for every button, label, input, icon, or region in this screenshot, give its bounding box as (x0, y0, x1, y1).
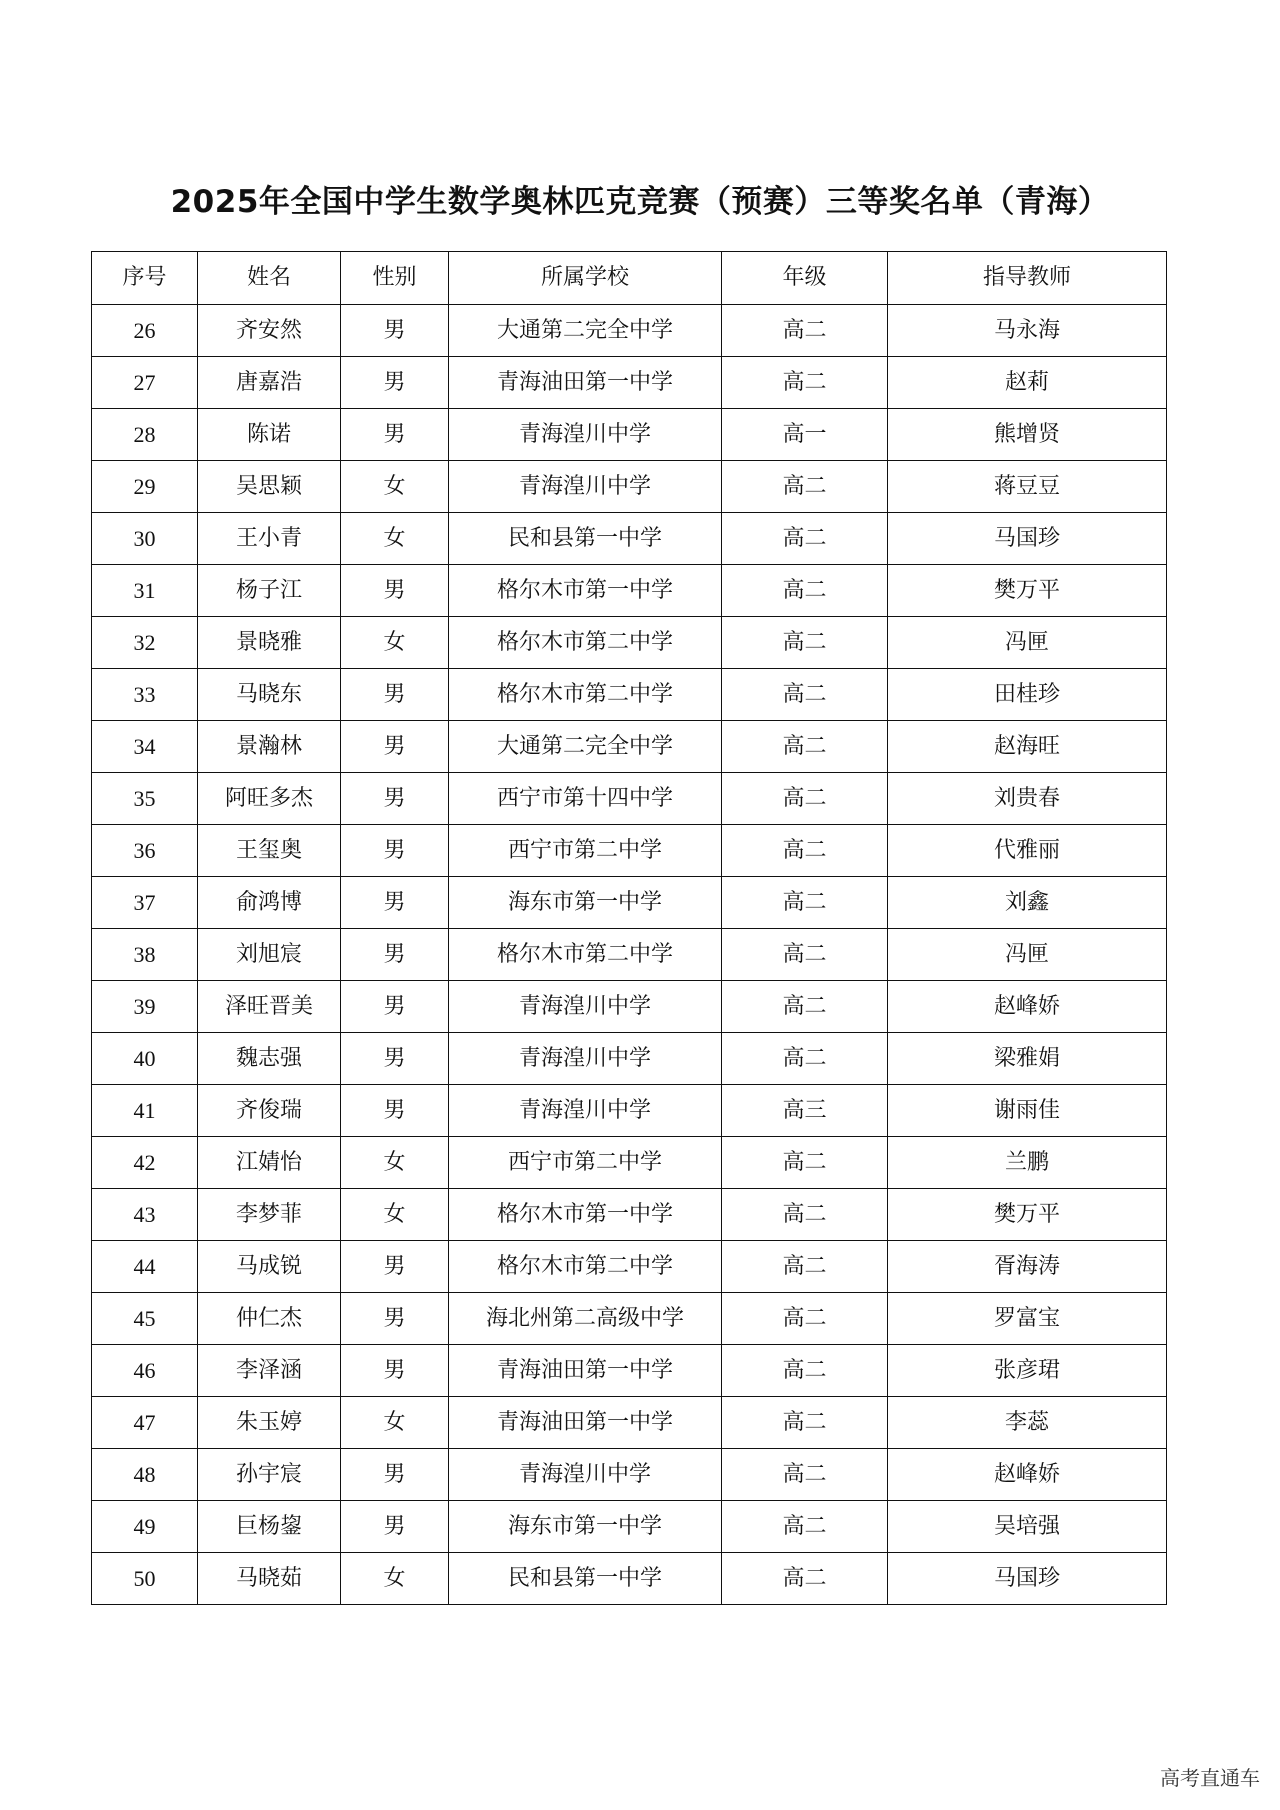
cell-gender: 男 (341, 825, 449, 877)
table-row (92, 877, 1167, 929)
cell-serial-number: 35 (92, 773, 198, 825)
cell-teacher: 罗富宝 (888, 1293, 1167, 1345)
cell-grade: 高二 (722, 461, 888, 513)
cell-grade: 高二 (722, 721, 888, 773)
cell-school: 大通第二完全中学 (449, 305, 722, 357)
cell-school: 青海湟川中学 (449, 1085, 722, 1137)
table-row (92, 1137, 1167, 1189)
cell-gender: 男 (341, 1501, 449, 1553)
watermark-text: 高考直通车 (1160, 1766, 1260, 1790)
cell-school: 青海湟川中学 (449, 461, 722, 513)
cell-school: 青海油田第一中学 (449, 357, 722, 409)
page-title: 2025年全国中学生数学奥林匹克竞赛（预赛）三等奖名单（青海） (170, 184, 1110, 220)
cell-gender: 男 (341, 1241, 449, 1293)
cell-grade: 高三 (722, 1085, 888, 1137)
cell-teacher: 刘鑫 (888, 877, 1167, 929)
table-row (92, 1553, 1167, 1605)
table-row (92, 669, 1167, 721)
cell-grade: 高二 (722, 1033, 888, 1085)
table-row (92, 305, 1167, 357)
cell-teacher: 马国珍 (888, 1553, 1167, 1605)
cell-gender: 男 (341, 1033, 449, 1085)
cell-name: 吴思颖 (198, 461, 341, 513)
cell-gender: 女 (341, 1397, 449, 1449)
table-row (92, 981, 1167, 1033)
cell-grade: 高二 (722, 617, 888, 669)
cell-serial-number: 47 (92, 1397, 198, 1449)
table-row (92, 1293, 1167, 1345)
cell-serial-number: 46 (92, 1345, 198, 1397)
header-gender: 性别 (341, 252, 449, 305)
cell-school: 大通第二完全中学 (449, 721, 722, 773)
cell-school: 海东市第一中学 (449, 877, 722, 929)
header-serial-number: 序号 (92, 252, 198, 305)
cell-name: 马晓东 (198, 669, 341, 721)
cell-serial-number: 41 (92, 1085, 198, 1137)
cell-serial-number: 31 (92, 565, 198, 617)
cell-gender: 男 (341, 981, 449, 1033)
cell-school: 西宁市第二中学 (449, 825, 722, 877)
cell-name: 李泽涵 (198, 1345, 341, 1397)
cell-teacher: 冯匣 (888, 617, 1167, 669)
cell-gender: 男 (341, 357, 449, 409)
cell-serial-number: 27 (92, 357, 198, 409)
cell-gender: 男 (341, 721, 449, 773)
cell-grade: 高二 (722, 669, 888, 721)
cell-teacher: 赵海旺 (888, 721, 1167, 773)
cell-gender: 男 (341, 1345, 449, 1397)
table-row (92, 357, 1167, 409)
cell-serial-number: 33 (92, 669, 198, 721)
table-row (92, 1345, 1167, 1397)
cell-grade: 高二 (722, 1345, 888, 1397)
cell-serial-number: 26 (92, 305, 198, 357)
cell-gender: 女 (341, 617, 449, 669)
cell-teacher: 刘贵春 (888, 773, 1167, 825)
cell-serial-number: 29 (92, 461, 198, 513)
cell-teacher: 谢雨佳 (888, 1085, 1167, 1137)
cell-grade: 高二 (722, 981, 888, 1033)
cell-name: 朱玉婷 (198, 1397, 341, 1449)
cell-teacher: 熊增贤 (888, 409, 1167, 461)
cell-teacher: 马永海 (888, 305, 1167, 357)
table-row (92, 825, 1167, 877)
cell-teacher: 赵莉 (888, 357, 1167, 409)
cell-teacher: 赵峰娇 (888, 981, 1167, 1033)
cell-serial-number: 30 (92, 513, 198, 565)
cell-teacher: 胥海涛 (888, 1241, 1167, 1293)
table-row (92, 513, 1167, 565)
table-row (92, 1501, 1167, 1553)
cell-teacher: 田桂珍 (888, 669, 1167, 721)
cell-school: 青海湟川中学 (449, 981, 722, 1033)
cell-serial-number: 32 (92, 617, 198, 669)
table-row (92, 1189, 1167, 1241)
cell-serial-number: 44 (92, 1241, 198, 1293)
cell-grade: 高二 (722, 1553, 888, 1605)
cell-grade: 高二 (722, 1397, 888, 1449)
cell-grade: 高二 (722, 1293, 888, 1345)
cell-gender: 男 (341, 669, 449, 721)
cell-name: 杨子江 (198, 565, 341, 617)
cell-gender: 男 (341, 929, 449, 981)
cell-serial-number: 38 (92, 929, 198, 981)
cell-grade: 高二 (722, 825, 888, 877)
cell-teacher: 蒋豆豆 (888, 461, 1167, 513)
cell-gender: 男 (341, 877, 449, 929)
cell-name: 齐安然 (198, 305, 341, 357)
cell-teacher: 赵峰娇 (888, 1449, 1167, 1501)
cell-school: 格尔木市第一中学 (449, 1189, 722, 1241)
cell-grade: 高一 (722, 409, 888, 461)
cell-school: 青海湟川中学 (449, 1449, 722, 1501)
cell-teacher: 吴培强 (888, 1501, 1167, 1553)
cell-school: 海北州第二高级中学 (449, 1293, 722, 1345)
cell-school: 青海油田第一中学 (449, 1345, 722, 1397)
cell-teacher: 李蕊 (888, 1397, 1167, 1449)
cell-grade: 高二 (722, 877, 888, 929)
cell-school: 青海湟川中学 (449, 1033, 722, 1085)
cell-teacher: 马国珍 (888, 513, 1167, 565)
cell-serial-number: 34 (92, 721, 198, 773)
table-row (92, 461, 1167, 513)
table-row (92, 721, 1167, 773)
cell-grade: 高二 (722, 1189, 888, 1241)
header-name: 姓名 (198, 252, 341, 305)
cell-teacher: 梁雅娟 (888, 1033, 1167, 1085)
cell-school: 格尔木市第一中学 (449, 565, 722, 617)
cell-school: 西宁市第十四中学 (449, 773, 722, 825)
cell-grade: 高二 (722, 1241, 888, 1293)
cell-serial-number: 48 (92, 1449, 198, 1501)
table-row (92, 929, 1167, 981)
cell-teacher: 代雅丽 (888, 825, 1167, 877)
cell-grade: 高二 (722, 1501, 888, 1553)
cell-teacher: 樊万平 (888, 1189, 1167, 1241)
cell-school: 格尔木市第二中学 (449, 1241, 722, 1293)
table-body (92, 305, 1167, 1605)
cell-serial-number: 45 (92, 1293, 198, 1345)
cell-gender: 女 (341, 513, 449, 565)
cell-school: 格尔木市第二中学 (449, 617, 722, 669)
cell-name: 陈诺 (198, 409, 341, 461)
award-list-table (91, 251, 1167, 1605)
cell-grade: 高二 (722, 513, 888, 565)
cell-name: 仲仁杰 (198, 1293, 341, 1345)
table-row (92, 617, 1167, 669)
table-row (92, 1397, 1167, 1449)
cell-name: 马晓茹 (198, 1553, 341, 1605)
table-row (92, 773, 1167, 825)
cell-grade: 高二 (722, 565, 888, 617)
cell-grade: 高二 (722, 357, 888, 409)
table-row (92, 1085, 1167, 1137)
cell-serial-number: 43 (92, 1189, 198, 1241)
cell-name: 巨杨鋆 (198, 1501, 341, 1553)
cell-gender: 女 (341, 461, 449, 513)
cell-name: 李梦菲 (198, 1189, 341, 1241)
cell-name: 齐俊瑞 (198, 1085, 341, 1137)
cell-name: 马成锐 (198, 1241, 341, 1293)
cell-gender: 男 (341, 1085, 449, 1137)
header-grade: 年级 (722, 252, 888, 305)
cell-school: 民和县第一中学 (449, 513, 722, 565)
header-school: 所属学校 (449, 252, 722, 305)
cell-name: 王玺奥 (198, 825, 341, 877)
cell-grade: 高二 (722, 305, 888, 357)
cell-serial-number: 28 (92, 409, 198, 461)
cell-name: 江婧怡 (198, 1137, 341, 1189)
cell-gender: 男 (341, 565, 449, 617)
cell-gender: 女 (341, 1189, 449, 1241)
cell-serial-number: 37 (92, 877, 198, 929)
table-row (92, 1449, 1167, 1501)
cell-gender: 女 (341, 1137, 449, 1189)
cell-gender: 男 (341, 1293, 449, 1345)
cell-gender: 男 (341, 305, 449, 357)
cell-serial-number: 36 (92, 825, 198, 877)
cell-name: 魏志强 (198, 1033, 341, 1085)
cell-serial-number: 42 (92, 1137, 198, 1189)
cell-school: 格尔木市第二中学 (449, 929, 722, 981)
cell-teacher: 樊万平 (888, 565, 1167, 617)
cell-school: 民和县第一中学 (449, 1553, 722, 1605)
cell-teacher: 张彦珺 (888, 1345, 1167, 1397)
cell-school: 西宁市第二中学 (449, 1137, 722, 1189)
cell-serial-number: 40 (92, 1033, 198, 1085)
table-row (92, 1033, 1167, 1085)
cell-name: 泽旺晋美 (198, 981, 341, 1033)
cell-name: 俞鸿博 (198, 877, 341, 929)
table-row (92, 409, 1167, 461)
cell-gender: 女 (341, 1553, 449, 1605)
cell-name: 景晓雅 (198, 617, 341, 669)
cell-gender: 男 (341, 409, 449, 461)
cell-grade: 高二 (722, 773, 888, 825)
cell-name: 王小青 (198, 513, 341, 565)
cell-grade: 高二 (722, 929, 888, 981)
table-header-row (92, 252, 1167, 305)
header-teacher: 指导教师 (888, 252, 1167, 305)
cell-serial-number: 50 (92, 1553, 198, 1605)
cell-grade: 高二 (722, 1449, 888, 1501)
cell-school: 青海油田第一中学 (449, 1397, 722, 1449)
cell-name: 孙宇宸 (198, 1449, 341, 1501)
cell-name: 景瀚林 (198, 721, 341, 773)
cell-gender: 男 (341, 1449, 449, 1501)
cell-teacher: 兰鹏 (888, 1137, 1167, 1189)
cell-teacher: 冯匣 (888, 929, 1167, 981)
table-row (92, 1241, 1167, 1293)
table-row (92, 565, 1167, 617)
cell-serial-number: 49 (92, 1501, 198, 1553)
cell-gender: 男 (341, 773, 449, 825)
cell-school: 青海湟川中学 (449, 409, 722, 461)
cell-name: 阿旺多杰 (198, 773, 341, 825)
cell-school: 格尔木市第二中学 (449, 669, 722, 721)
cell-grade: 高二 (722, 1137, 888, 1189)
cell-name: 唐嘉浩 (198, 357, 341, 409)
cell-school: 海东市第一中学 (449, 1501, 722, 1553)
cell-name: 刘旭宸 (198, 929, 341, 981)
cell-serial-number: 39 (92, 981, 198, 1033)
